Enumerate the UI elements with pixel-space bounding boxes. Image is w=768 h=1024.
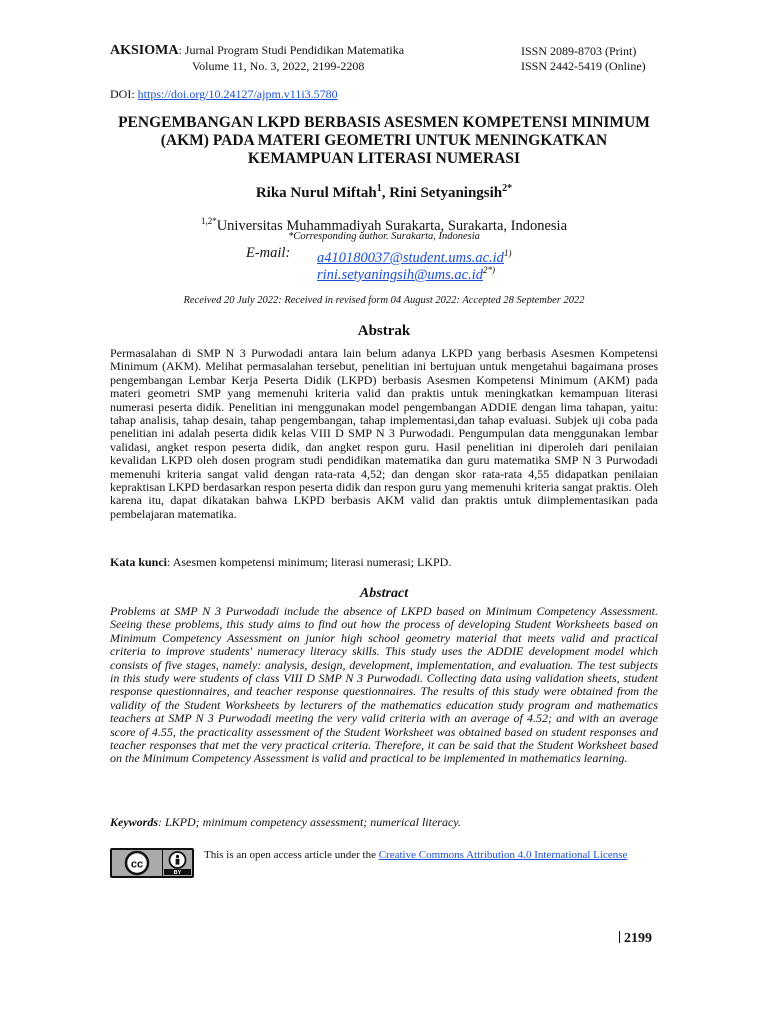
author-1: Rika Nurul Miftah <box>255 185 377 201</box>
abstrak-heading: Abstrak <box>357 323 411 339</box>
doi-link[interactable]: https://doi.org/10.24127/ajpm.v11i3.5780 <box>137 87 338 101</box>
abstract-body: Problems at SMP N 3 Purwodadi include the absence of LKPD based on Minimum Competency Assessment. Seeing these problems, this study aims to find out how the process of developing Student Worksheets based on Minimum Competency Assessment on junior high school geometry material that meets valid and practical criteria to improve students' numeracy literacy skills. This study uses the ADDIE development model which consists of five stages, namely: analysis, design, development, implementation, and evaluation. The test subjects in this study were students of class VIII D SMP N 3 Purwodadi. Collecting data using validation sheets, student response questionnaires, and teacher response questionnaires. The results of this study were obtained from the validity of the Student Worksheets by lecturers of the mathematics education study program and mathematics teachers at SMP N 3 Purwodadi meeting the very valid criteria with an average of 4.52; and with an average score of 4.55, the practicality assessment of the Student Worksheet was obtained based on student responses and teacher responses that met the very practical criteria. Therefore, it can be said that the Student Worksheet based on the Minimum Competency Assessment is valid and practical to be implemented in mathematics learning. <box>110 604 658 766</box>
kata-kunci-text: : Asesmen kompetensi minimum; literasi numerasi; LKPD. <box>167 555 452 569</box>
cc-by-badge[interactable] <box>110 848 194 878</box>
paper-title <box>110 114 658 168</box>
kata-kunci-label: Kata kunci <box>110 555 168 569</box>
title-line-2: (AKM) PADA MATERI GEOMETRI UNTUK MENINGKATKAN <box>160 132 608 149</box>
license-text: This is an open access article under the <box>204 849 379 861</box>
journal-subtitle: : Jurnal Program Studi Pendidikan Matematika <box>178 43 405 57</box>
page-number-divider <box>619 931 620 943</box>
issn-online: ISSN 2442-5419 (Online) <box>521 59 646 73</box>
title-line-1: PENGEMBANGAN LKPD BERBASIS ASESMEN KOMPETENSI MINIMUM <box>118 114 650 131</box>
issn-print: ISSN 2089-8703 (Print) <box>521 44 637 58</box>
email-1-link[interactable]: a410180037@student.ums.ac.id <box>317 249 504 266</box>
abstrak-body: Permasalahan di SMP N 3 Purwodadi antara lain belum adanya LKPD yang berbasis Asesmen Kompetensi Minimum (AKM). Melihat permasalahan tersebut, penelitian ini bertujuan untuk mengetahui bagaimana proses pengembangan Lembar Kerja Peserta Didik (LKPD) berbasis Asesmen Kompetensi Minimum (AKM) pada materi geometri SMP yang memenuhi kriteria valid dan praktis untuk meningkatkan kemampuan literasi numerasi peserta didik. Penelitian ini menggunakan model pengembangan ADDIE dengan lima tahapan, yaitu: tahap analisis, tahap desain, tahap pengembangan, tahap implementasi,dan tahap evaluasi. Subjek uji coba pada penelitian ini adalah peserta didik kelas VIII D SMP N 3 Purwodadi. Pengumpulan data menggunakan lembar validasi, angket respon peserta didik, dan angket respon guru. Hasil penelitian ini diperoleh dari penilaian kevalidan LKPD oleh dosen program studi pendidikan matematika dan guru matematika SMP N 3 Purwodadi memenuhi kriteria sangat valid dengan rata-rata 4,52; dan dengan skor rata-rata 4,55 didapatkan penilaian kepraktisan LKPD berdasarkan respon peserta didik dan respon guru yang memenuhi kriteria sangat praktis. Oleh karena itu, dapat dikatakan bahwa LKPD berbasis AKM valid dan praktis untuk diimplementasikan pada pembelajaran matematika. <box>110 346 658 521</box>
journal-header <box>110 43 404 58</box>
volume-info: Volume 11, No. 3, 2022, 2199-2208 <box>192 59 365 73</box>
email-2-link[interactable]: rini.setyaningsih@ums.ac.id <box>317 266 483 283</box>
page-number <box>619 931 652 947</box>
cc-logo-panel <box>112 850 162 876</box>
email-label: E-mail: <box>246 245 291 261</box>
email-1-marker: 1) <box>503 248 512 258</box>
keywords-label: Keywords <box>110 815 158 829</box>
corresponding-note: *Corresponding author. Surakarta, Indonesia <box>288 231 480 242</box>
doi-line <box>110 87 338 101</box>
abstract-heading: Abstract <box>359 586 409 601</box>
attribution-person-icon <box>163 850 192 876</box>
email-2-marker: 2*) <box>483 265 495 275</box>
svg-text:cc: cc <box>130 858 144 871</box>
author-2: Rini Setyaningsih <box>389 185 503 201</box>
license-link[interactable]: Creative Commons Attribution 4.0 International License <box>378 849 628 861</box>
email-2-line <box>317 262 495 284</box>
page-number-value: 2199 <box>624 931 652 946</box>
by-panel <box>163 850 192 876</box>
author-2-affil: 2* <box>502 183 513 194</box>
kata-kunci <box>110 555 451 569</box>
received-dates: Received 20 July 2022: Received in revised form 04 August 2022: Accepted 28 September 2022 <box>183 295 585 306</box>
doi-label: DOI: <box>110 87 135 101</box>
title-line-3: KEMAMPUAN LITERASI NUMERASI <box>247 150 521 167</box>
by-label: BY <box>173 870 182 876</box>
license-line <box>204 849 627 862</box>
keywords-text: : LKPD; minimum competency assessment; numerical literacy. <box>158 815 461 829</box>
author-separator: , <box>381 185 390 201</box>
author-1-affil: 1 <box>376 183 382 194</box>
cc-icon <box>112 850 162 876</box>
keywords <box>110 815 461 829</box>
affiliation-text: Universitas Muhammadiyah Surakarta, Surakarta, Indonesia <box>216 217 568 234</box>
author-list <box>110 180 658 202</box>
affiliation-marker: 1,2* <box>200 216 217 226</box>
journal-name: AKSIOMA <box>110 43 179 58</box>
